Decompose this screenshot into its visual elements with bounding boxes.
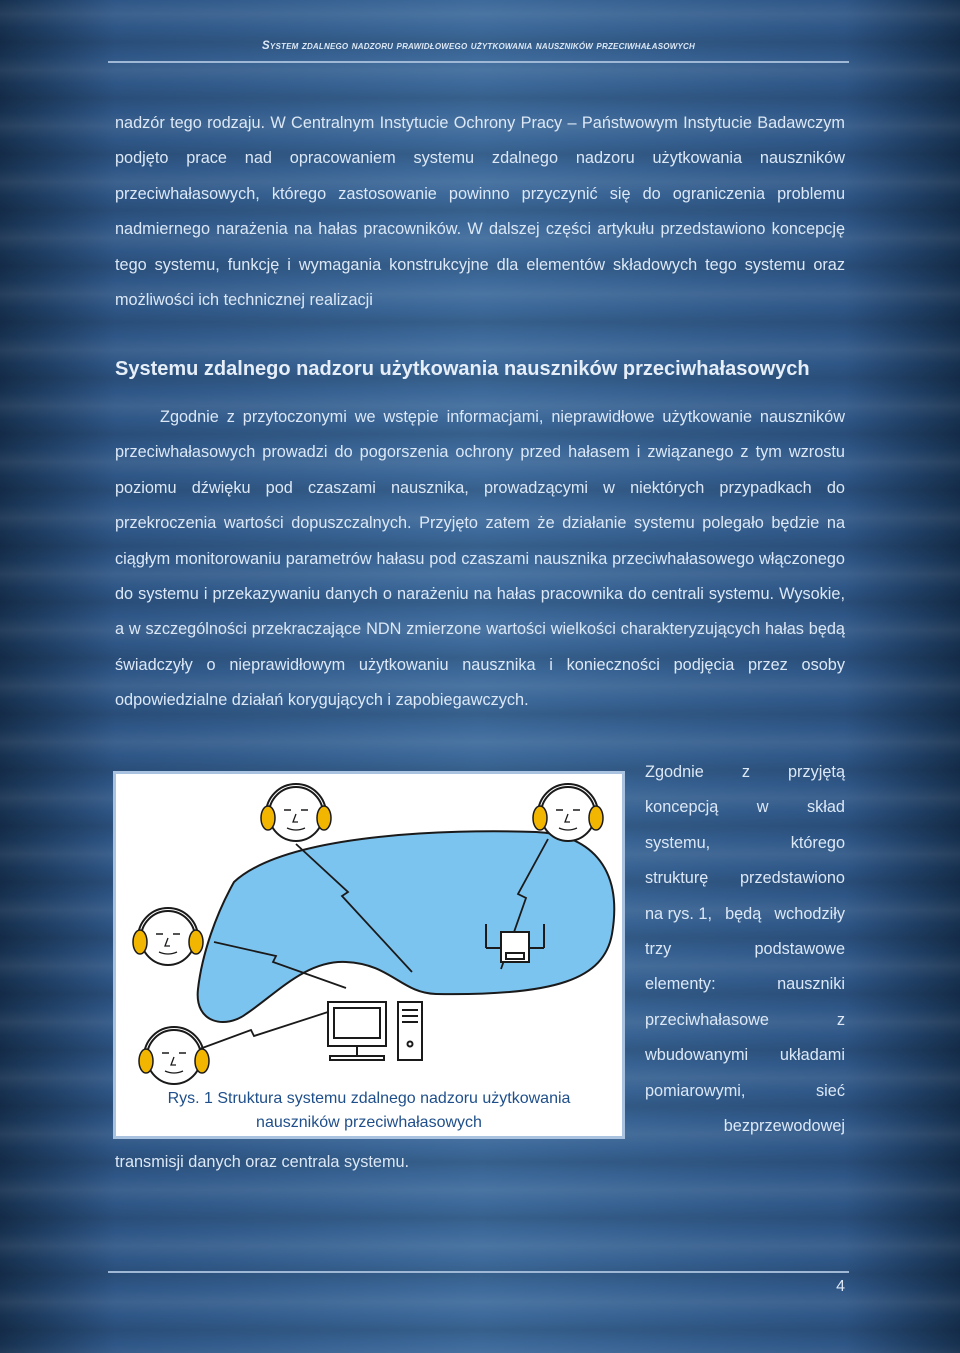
side-word: z bbox=[836, 1010, 845, 1029]
side-word: układami bbox=[779, 1046, 845, 1065]
side-line bbox=[645, 826, 845, 861]
figure-caption-line-1: Rys. 1 Struktura systemu zdalnego nadzoru użytkowania bbox=[167, 1090, 571, 1107]
side-word: wbudowanymi bbox=[645, 1046, 749, 1065]
side-word: Zgodnie bbox=[645, 763, 704, 781]
intro-paragraph: nadzór tego rodzaju. W Centralnym Instytucie Ochrony Pracy – Państwowym Instytucie Badawczym podjęto prace nad opracowaniem systemu zdalnego nadzoru użytkowania nauszników przeciwhałasowych, którego zastosowanie powinno przyczynić się do ograniczenia problemu nadmiernego narażenia na hałas pracowników. W dalszej części artykułu przedstawiono koncepcję tego systemu, funkcję i wymagania konstrukcyjne dla elementów składowych tego systemu oraz możliwości ich technicznej realizacji bbox=[115, 114, 845, 310]
section-paragraph: Zgodnie z przytoczonymi we wstępie informacjami, nieprawidłowe użytkowanie nauszników przeciwhałasowych prowadzi do pogorszenia ochrony przed hałasem i związanego z tym wzrostu poziomu dźwięku pod czaszami nausznika, prowadzącymi w niektórych przypadkach do przekroczenia wartości dopuszczalnych. Przyjęto zatem że działanie systemu polegało będzie na ciągłym monitorowaniu parametrów hałasu pod czaszami nausznika przeciwhałasowego włączonego do systemu i przekazywaniu danych o narażeniu na hałas pracownika do centrali systemu. Wysokie, a w szczególności przekraczające NDN zmierzone wartości wielkości charakteryzujących hałas będą świadczyły o nieprawidłowym użytkowaniu nausznika i konieczności podjęcia przez osoby odpowiedzialne działań korygujących i zapobiegawczych. bbox=[115, 408, 845, 710]
side-word: którego bbox=[790, 833, 845, 852]
side-word: koncepcją bbox=[645, 798, 719, 817]
side-word: strukturę bbox=[645, 869, 709, 888]
figure-caption bbox=[116, 1087, 622, 1135]
side-word: sieć bbox=[816, 1081, 845, 1100]
side-word: trzy bbox=[645, 940, 672, 959]
side-line bbox=[645, 790, 845, 825]
system-diagram bbox=[116, 774, 622, 1136]
footer-divider bbox=[108, 1271, 849, 1273]
side-word: przyjętą bbox=[787, 763, 845, 781]
side-word: na rys. 1, bbox=[645, 904, 712, 923]
side-word: systemu, bbox=[645, 833, 711, 852]
section-heading: Systemu zdalnego nadzoru użytkowania nauszników przeciwhałasowych bbox=[115, 358, 810, 380]
worker-head-3-icon bbox=[133, 908, 203, 965]
side-word: w bbox=[756, 798, 769, 817]
figure-system-structure bbox=[113, 771, 625, 1139]
side-word: pomiarowymi, bbox=[645, 1081, 746, 1100]
side-line bbox=[645, 1003, 845, 1038]
page-number: 4 bbox=[836, 1278, 845, 1295]
side-word: bezprzewodowej bbox=[723, 1117, 845, 1136]
side-word: będą bbox=[725, 904, 762, 923]
wireless-coverage-area bbox=[198, 831, 615, 1022]
side-line bbox=[645, 755, 845, 790]
side-word: wchodziły bbox=[774, 904, 845, 923]
side-word: nauszniki bbox=[777, 975, 845, 994]
header-divider bbox=[108, 61, 849, 63]
side-line bbox=[645, 932, 845, 967]
side-line bbox=[645, 967, 845, 1002]
side-word: elementy: bbox=[645, 975, 716, 994]
side-word: podstawowe bbox=[754, 940, 845, 959]
side-line bbox=[645, 897, 845, 932]
worker-head-4-icon bbox=[139, 1027, 209, 1084]
side-paragraph bbox=[645, 755, 845, 1144]
side-line bbox=[645, 861, 845, 896]
figure-caption-line-2: nauszników przeciwhałasowych bbox=[256, 1114, 482, 1131]
side-line bbox=[645, 1109, 845, 1144]
worker-head-1-icon bbox=[261, 784, 331, 841]
running-header: System zdalnego nadzoru prawidłowego użytkowania nauszników przeciwhałasowych bbox=[262, 40, 695, 52]
side-line bbox=[645, 1038, 845, 1073]
after-figure-text: transmisji danych oraz centrala systemu. bbox=[115, 1153, 410, 1171]
central-computer-icon bbox=[328, 1002, 422, 1060]
side-word: przedstawiono bbox=[740, 869, 845, 888]
side-word: z bbox=[741, 763, 750, 781]
side-word: przeciwhałasowe bbox=[645, 1010, 769, 1029]
side-word: skład bbox=[806, 798, 845, 817]
side-line bbox=[645, 1074, 845, 1109]
